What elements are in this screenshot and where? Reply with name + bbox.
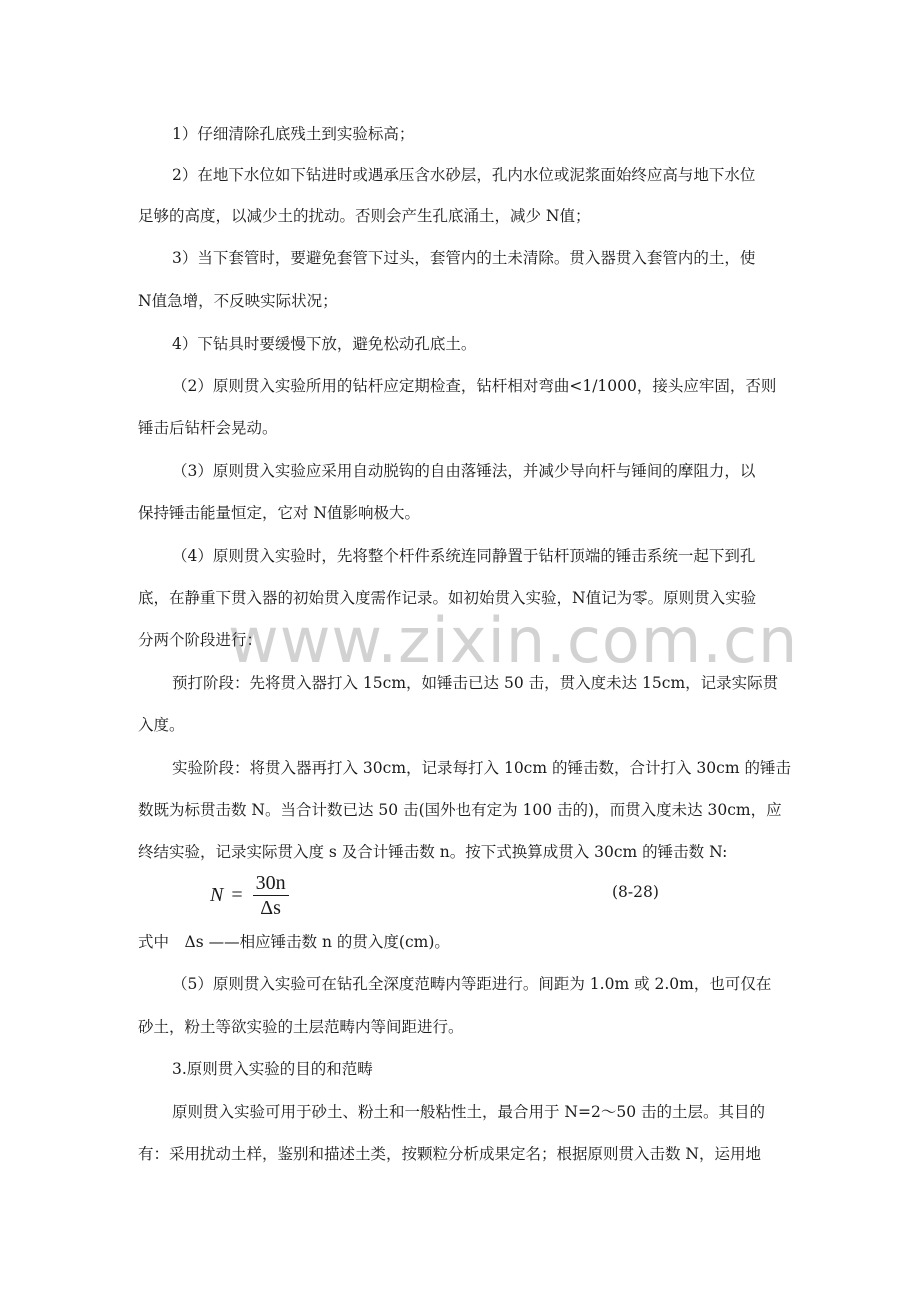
paragraph-line: 实验阶段：将贯入器再打入 30cm，记录每打入 10cm 的锤击数，合计打入 30cm 的锤击 [172, 759, 791, 777]
paragraph-line: 砂土，粉土等欲实验的土层范畴内等间距进行。 [138, 1018, 464, 1036]
paragraph-line: （2）原则贯入实验所用的钻杆应定期检查，钻杆相对弯曲<1/1000，接头应牢固，否则 [172, 377, 777, 395]
formula-fraction [253, 871, 289, 920]
paragraph-line: 入度。 [138, 716, 185, 734]
formula-lhs: N [210, 883, 224, 906]
watermark: www.zixin.com.cn [228, 604, 799, 677]
paragraph-line: （3）原则贯入实验应采用自动脱钩的自由落锤法，并减少导向杆与锤间的摩阻力，以 [172, 462, 756, 480]
section-heading: 3.原则贯入实验的目的和范畴 [172, 1060, 373, 1078]
paragraph-line: 预打阶段：先将贯入器打入 15cm，如锤击已达 50 击，贯入度未达 15cm，记录实际贯 [172, 674, 779, 692]
paragraph-line: 式中 Δs ——相应锤击数 n 的贯入度(cm)。 [138, 933, 450, 951]
paragraph-line: （5）原则贯入实验可在钻孔全深度范畴内等距进行。间距为 1.0m 或 2.0m，也可仅在 [172, 975, 772, 993]
formula-equals: = [231, 883, 243, 906]
paragraph-line: 终结实验，记录实际贯入度 s 及合计锤击数 n。按下式换算成贯入 30cm 的锤击数 N: [138, 843, 728, 861]
paragraph-line: 足够的高度，以减少土的扰动。否则会产生孔底涌土，减少 N值； [138, 207, 591, 225]
paragraph-line: 分两个阶段进行： [138, 631, 263, 649]
paragraph-line: 4）下钻具时要缓慢下放，避免松动孔底土。 [172, 335, 477, 353]
paragraph-line: 2）在地下水位如下钻进时或遇承压含水砂层，孔内水位或泥浆面始终应高与地下水位 [172, 166, 756, 184]
formula-denominator: Δs [260, 896, 281, 919]
paragraph-line: 3）当下套管时，要避免套管下过头，套管内的土未清除。贯入器贯入套管内的土，使 [172, 249, 756, 267]
paragraph-line: 1）仔细清除孔底残土到实验标高； [172, 125, 415, 143]
paragraph-line: 数既为标贯击数 N。当合计数已达 50 击(国外也有定为 100 击的)，而贯入度未达 30cm，应 [138, 801, 782, 819]
paragraph-line: （4）原则贯入实验时，先将整个杆件系统连同静置于钻杆顶端的锤击系统一起下到孔 [172, 547, 756, 565]
paragraph-line: 保持锤击能量恒定，它对 N值影响极大。 [138, 504, 420, 522]
equation-number: (8-28) [612, 883, 659, 901]
paragraph-line: 有：采用扰动土样，鉴别和描述土类，按颗粒分析成果定名；根据原则贯入击数 N，运用地 [138, 1145, 761, 1163]
paragraph-line: 锤击后钻杆会晃动。 [138, 419, 278, 437]
paragraph-line: 原则贯入实验可用于砂土、粉土和一般粘性土，最合用于 N=2～50 击的土层。其目的 [172, 1103, 765, 1121]
formula-numerator: 30n [253, 871, 289, 896]
paragraph-line: N值急增，不反映实际状况； [138, 292, 338, 310]
formula-8-28 [210, 870, 289, 920]
paragraph-line: 底，在静重下贯入器的初始贯入度需作记录。如初始贯入实验，N值记为零。原则贯入实验 [138, 589, 757, 607]
